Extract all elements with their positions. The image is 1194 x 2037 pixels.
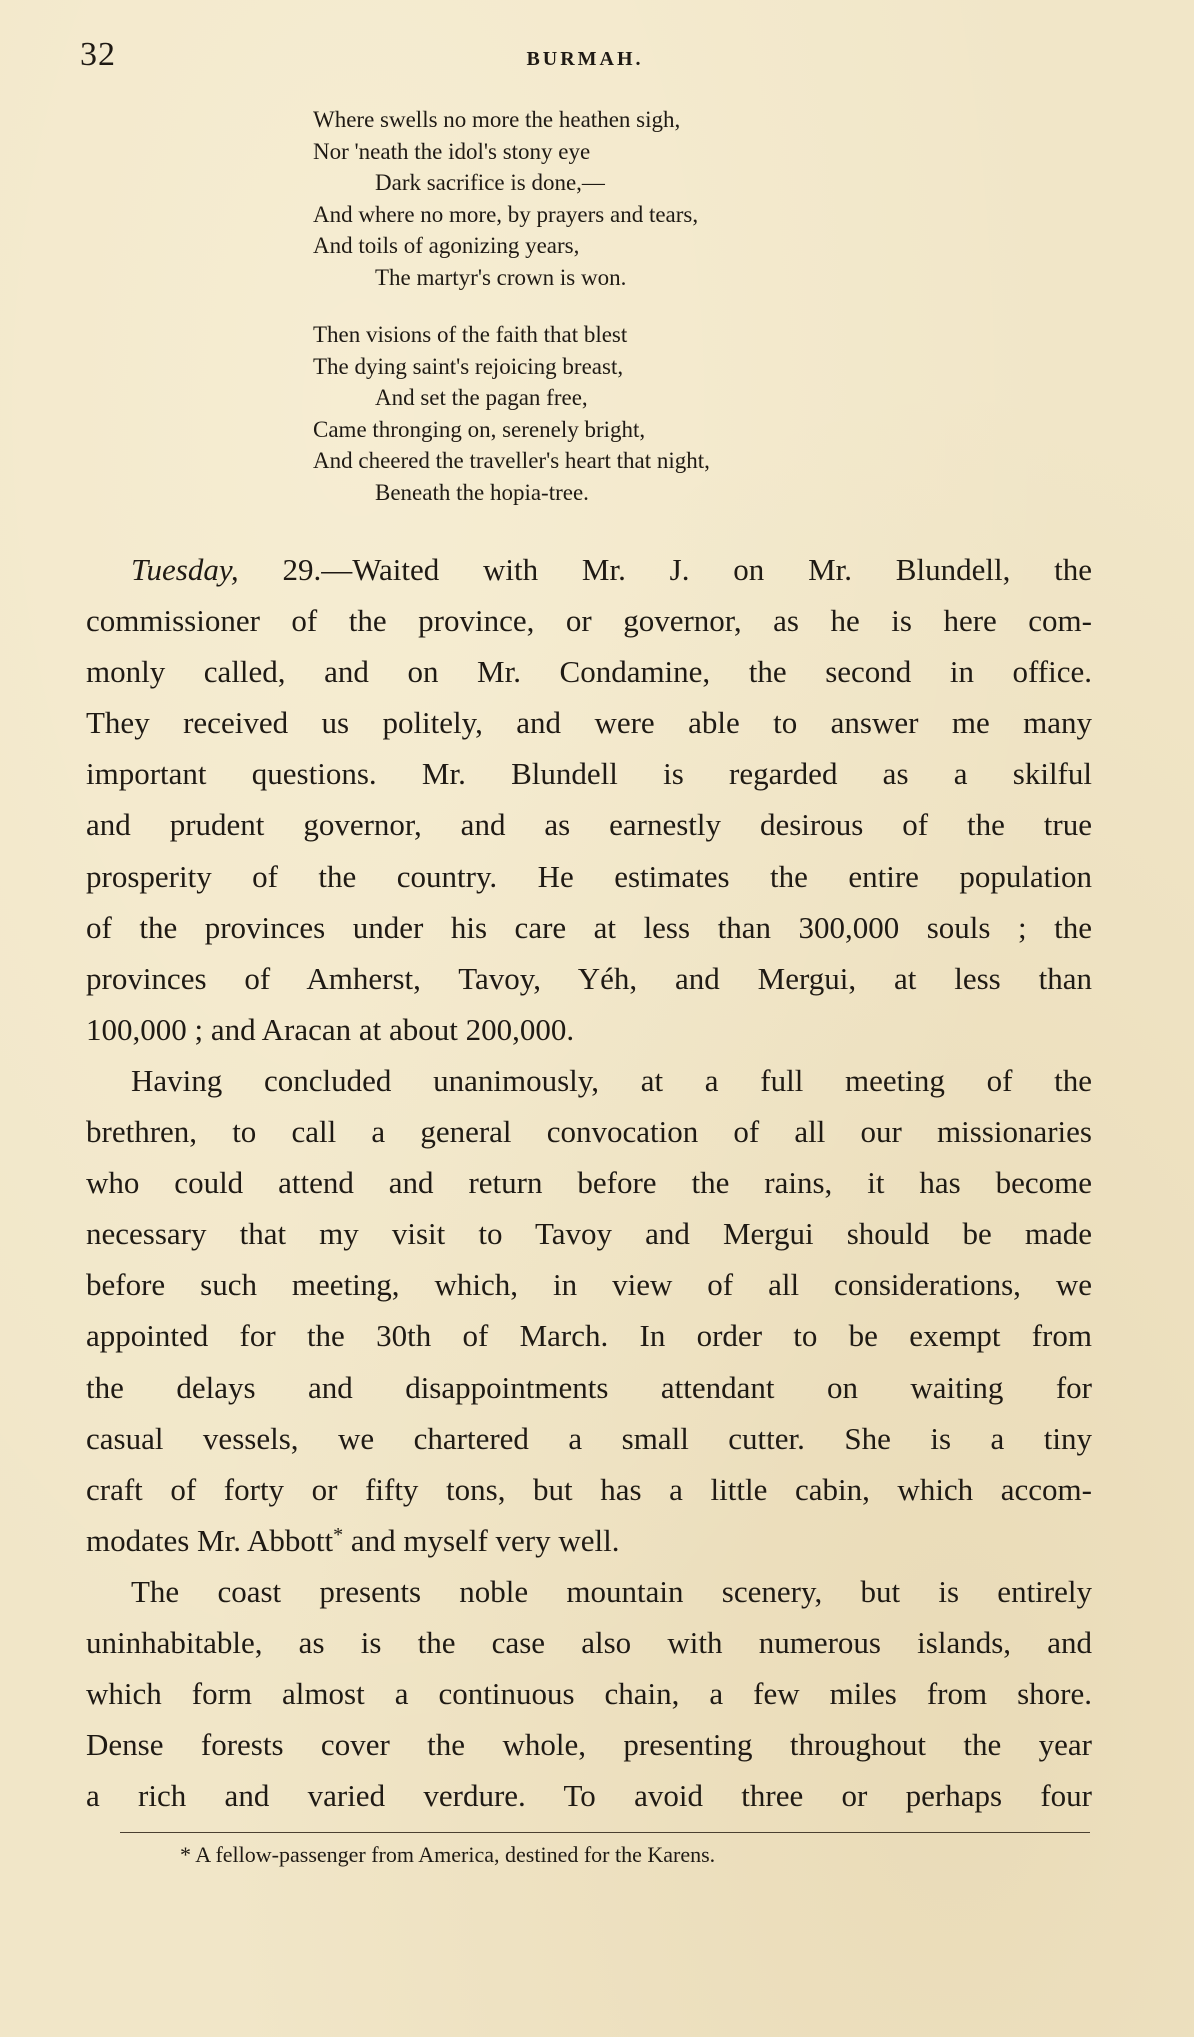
text-line: important questions. Mr. Blundell is regarded as a skilful bbox=[86, 756, 1092, 792]
body-text bbox=[86, 544, 1092, 1821]
verse-line: Then visions of the faith that blest bbox=[313, 322, 628, 347]
text-line: and prudent governor, and as earnestly desirous of the true bbox=[86, 807, 1092, 843]
text-line: prosperity of the country. He estimates the entire population bbox=[86, 858, 1092, 894]
verse-line: Nor 'neath the idol's stony eye bbox=[313, 138, 591, 164]
verse-line: The dying saint's rejoicing breast, bbox=[313, 353, 624, 379]
text-line: casual vessels, we chartered a small cutter. She is a tiny bbox=[86, 1420, 1092, 1456]
footnote-text: A fellow-passenger from America, destined for the Karens. bbox=[191, 1842, 716, 1867]
text-line: They received us politely, and were able to answer me many bbox=[86, 705, 1092, 741]
text-line: before such meeting, which, in view of all considerations, we bbox=[86, 1267, 1092, 1303]
text-line: who could attend and return before the rains, it has become bbox=[86, 1165, 1092, 1201]
poem-stanza bbox=[313, 319, 1033, 508]
verse-line: Came thronging on, serenely bright, bbox=[313, 416, 646, 442]
day-label: Tuesday, bbox=[131, 552, 239, 587]
text-line: The coast presents noble mountain scenery, but is entirely bbox=[131, 1573, 1092, 1609]
text-line: of the provinces under his care at less than 300,000 souls ; the bbox=[86, 909, 1092, 945]
verse-line: Dark sacrifice is done,— bbox=[375, 170, 605, 195]
footnote-mark: * bbox=[180, 1842, 191, 1867]
verse-line: Beneath the hopia-tree. bbox=[375, 479, 589, 505]
text-line: the delays and disappointments attendant on waiting for bbox=[86, 1369, 1092, 1405]
paragraph-tuesday bbox=[86, 544, 1092, 1055]
verse-line: And where no more, by prayers and tears, bbox=[313, 201, 699, 227]
verse-line: And toils of agonizing years, bbox=[313, 233, 580, 258]
verse-line: Where swells no more the heathen sigh, bbox=[313, 107, 681, 132]
poem bbox=[313, 104, 1033, 508]
text-line: craft of forty or fifty tons, but has a little cabin, which accom- bbox=[86, 1471, 1092, 1507]
verse-line: And set the pagan free, bbox=[375, 385, 588, 410]
text-line: which form almost a continuous chain, a few miles from shore. bbox=[86, 1676, 1092, 1712]
footnote-divider bbox=[120, 1832, 1090, 1833]
text-line: necessary that my visit to Tavoy and Mergui should be made bbox=[86, 1216, 1092, 1252]
text-line: Dense forests cover the whole, presenting throughout the year bbox=[86, 1727, 1092, 1763]
text-line: 100,000 ; and Aracan at about 200,000. bbox=[86, 1011, 575, 1047]
footnote bbox=[180, 1840, 1080, 1870]
text-fragment: and myself very well. bbox=[343, 1522, 620, 1558]
text-line: brethren, to call a general convocation of all our missionaries bbox=[86, 1114, 1092, 1150]
text-fragment: modates Mr. Abbott bbox=[86, 1522, 334, 1558]
text-line: a rich and varied verdure. To avoid three or perhaps four bbox=[86, 1778, 1092, 1814]
text-line: monly called, and on Mr. Condamine, the second in office. bbox=[86, 654, 1092, 690]
text-fragment: 29.—Waited with Mr. J. on Mr. Blundell, the bbox=[238, 552, 1092, 587]
text-line: commissioner of the province, or governor, as he is here com- bbox=[86, 603, 1092, 639]
page-number: 32 bbox=[80, 36, 116, 73]
verse-line: The martyr's crown is won. bbox=[375, 264, 627, 290]
text-line bbox=[86, 1515, 1092, 1566]
text-line: appointed for the 30th of March. In order to be exempt from bbox=[86, 1318, 1092, 1354]
text-line: Having concluded unanimously, at a full meeting of the bbox=[131, 1062, 1092, 1098]
page-header bbox=[80, 36, 1090, 86]
paragraph-convocation bbox=[86, 1055, 1092, 1566]
text-line: provinces of Amherst, Tavoy, Yéh, and Mergui, at less than bbox=[86, 960, 1092, 996]
text-line: uninhabitable, as is the case also with numerous islands, and bbox=[86, 1624, 1092, 1660]
poem-stanza bbox=[313, 104, 1033, 293]
paragraph-coast bbox=[86, 1566, 1092, 1821]
footnote-reference: * bbox=[333, 1523, 344, 1546]
verse-line: And cheered the traveller's heart that night, bbox=[313, 448, 710, 473]
running-head: BURMAH. bbox=[526, 48, 644, 70]
text-line bbox=[86, 544, 1092, 595]
